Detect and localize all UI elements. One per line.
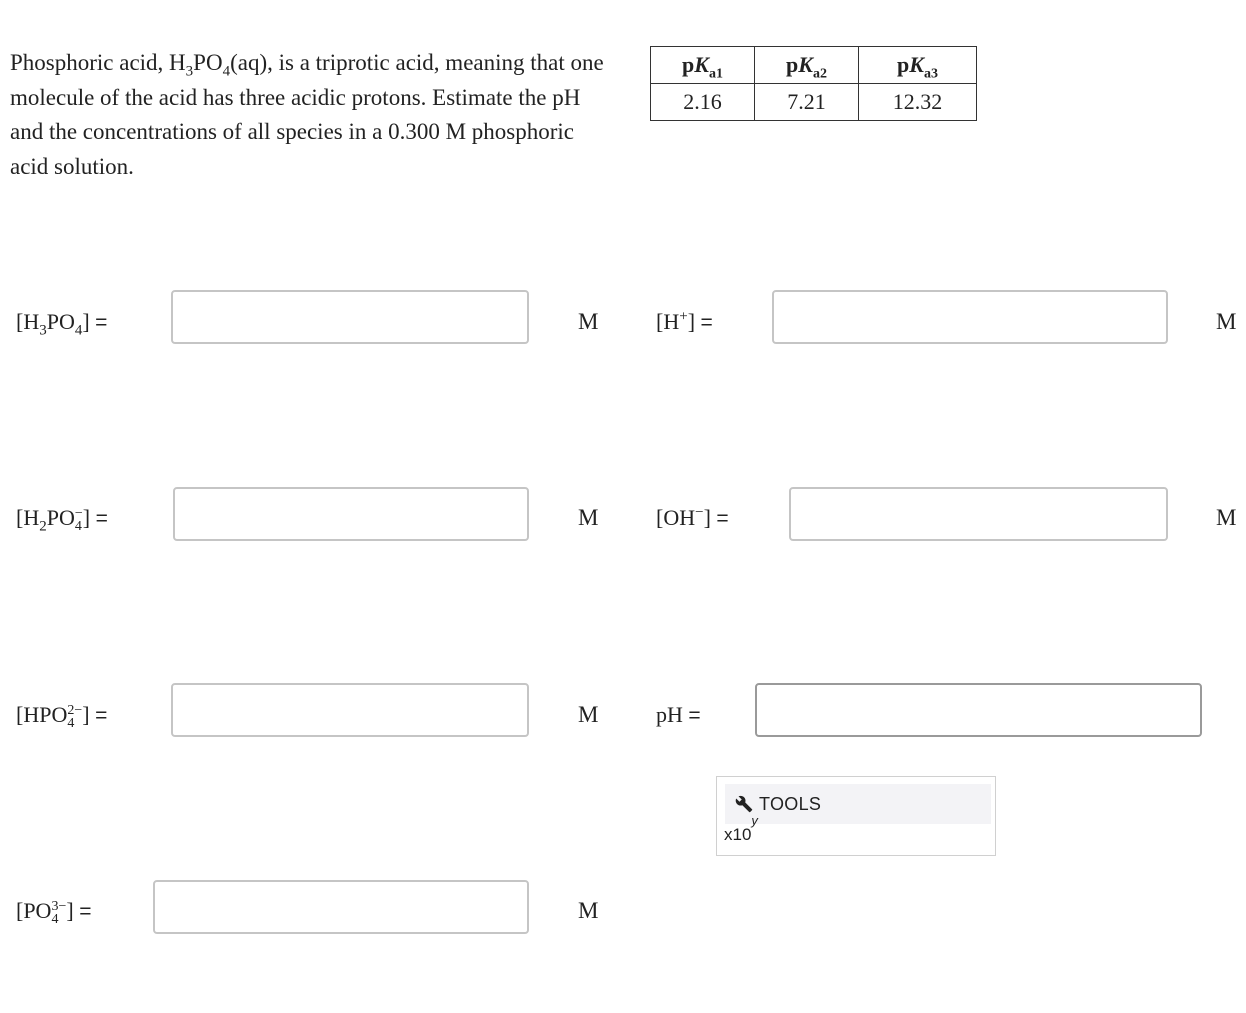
- hpo4-unit: M: [578, 702, 599, 727]
- ph-input[interactable]: [755, 683, 1202, 737]
- pka1-header: $pK_{a1}$: [651, 47, 755, 84]
- tools-button[interactable]: [725, 784, 991, 824]
- h-plus-unit: M: [1216, 309, 1237, 334]
- hpo4-label: [HPO 2− 4 ] =: [16, 702, 108, 731]
- problem-statement: Phosphoric acid, $H_3PO_4(aq)$, is a triprotic acid, meaning that one molecule of the acid has three acidic protons. Estimate the pH and the concentrations of all species in a 0.300 M phosphoric acid solution.: [10, 50, 604, 179]
- ph-label: pH =: [656, 702, 701, 727]
- pka2-header: $pK_{a2}$: [755, 47, 859, 84]
- wrench-icon: [735, 795, 753, 813]
- oh-minus-label: [OH−] =: [656, 504, 729, 530]
- h3po4-input[interactable]: [171, 290, 529, 344]
- hpo4-input[interactable]: [171, 683, 529, 737]
- h3po4-label: $[H_3PO_4]$ =: [16, 309, 108, 339]
- pka-table: [650, 46, 977, 121]
- h2po4-label: [$H_2PO$ − 4 ] =: [16, 505, 108, 535]
- tools-panel: [716, 776, 996, 856]
- h2po4-unit: M: [578, 505, 599, 530]
- pka2-value: 7.21: [755, 84, 859, 121]
- h-plus-label: [H+] =: [656, 308, 713, 334]
- h-plus-input[interactable]: [772, 290, 1168, 344]
- po4-label: [PO 3− 4 ] =: [16, 898, 92, 927]
- pka3-value: 12.32: [859, 84, 977, 121]
- pka3-header: $pK_{a3}$: [859, 47, 977, 84]
- h2po4-input[interactable]: [173, 487, 529, 541]
- h3po4-unit: M: [578, 309, 599, 334]
- pka-header-row: [651, 47, 977, 84]
- po4-unit: M: [578, 898, 599, 923]
- pka-value-row: [651, 84, 977, 121]
- oh-minus-input[interactable]: [789, 487, 1168, 541]
- scientific-notation-button[interactable]: x10$^y$: [724, 813, 758, 844]
- po4-input[interactable]: [153, 880, 529, 934]
- tools-label: TOOLS: [759, 793, 822, 814]
- oh-minus-unit: M: [1216, 505, 1237, 530]
- pka1-value: 2.16: [651, 84, 755, 121]
